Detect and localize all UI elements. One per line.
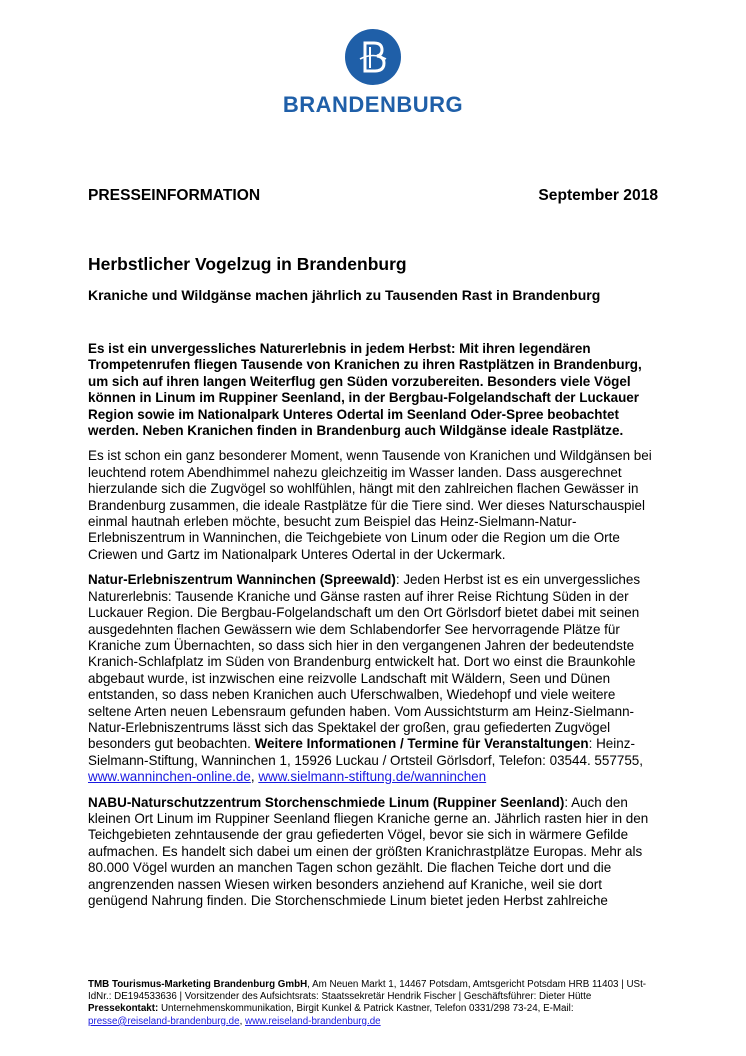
page-title: Herbstlicher Vogelzug in Brandenburg [88, 254, 407, 274]
footer-company: TMB Tourismus-Marketing Brandenburg GmbH [88, 979, 308, 990]
press-date: September 2018 [538, 187, 658, 204]
section-linum [88, 795, 658, 910]
section-text: : Jeden Herbst ist es ein unvergessliches Naturerlebnis: Tausende Kraniche und Gänse rasten auf ihrer Reise Richtung Süden in der Luckauer Region. Die Bergbau-Folgelandschaft um den Ort Görlsdorf bietet dabei mit seinen ausgedehnten flachen Gewässern wie dem Schlabendorfer See hervorragende Plätze für Kraniche zum Übernachten, so dass sich hier in den vergangenen Jahren der bedeutendste Kranich-Schlafplatz im Süden von Brandenburg entwickelt hat. Dort wo einst die Braunkohle abgebaut wurde, ist inzwischen eine reizvolle Landschaft mit Wäldern, Seen und Dünen entstanden, so dass neben Kranichen auch Uferschwalben, Wiedehopf und viele weitere seltene Arten neuen Lebensraum gefunden haben. Vom Aussichtsturm am Heinz-Sielmann-Natur-Erlebniszentrums lässt sich das Spektakel der großen, grau gefiederten Zugvögel besonders gut beobachten. [88, 572, 641, 752]
footer-contact-text: Unternehmenskommunikation, Birgit Kunkel & Patrick Kastner, Telefon 0331/298 73-24, E-Mail: [158, 1003, 574, 1015]
info-text: : Heinz-Sielmann-Stiftung, Wanninchen 1, 15926 Luckau / Ortsteil Görlsdorf, Telefon: 03544. 557755, [88, 736, 644, 768]
footer-email-link[interactable]: presse@reiseland-brandenburg.de [88, 1015, 240, 1027]
footer [88, 979, 658, 1028]
article-body [88, 341, 658, 918]
sielmann-link[interactable]: www.sielmann-stiftung.de/wanninchen [258, 769, 487, 785]
intro-paragraph: Es ist schon ein ganz besonderer Moment, wenn Tausende von Kranichen und Wildgänsen bei leuchtend rotem Abendhimmel nahezu gleichzeitig im Wasser landen. Dass ausgerechnet hierzulande sich die Zugvögel so wohlfühlen, hängt mit den zahlreichen flachen Gewässer in Brandenburg zusammen, die ideale Rastplätze für die Tiere sind. Wer dieses Naturschauspiel einmal hautnah erleben möchte, besucht zum Beispiel das Heinz-Sielmann-Natur-Erlebniszentrum in Wanninchen, die Teichgebiete von Linum oder die Region um die Orte Criewen und Gartz im Nationalpark Unteres Odertal in der Uckermark. [88, 448, 652, 562]
page-subtitle: Kraniche und Wildgänse machen jährlich zu Tausenden Rast in Brandenburg [88, 287, 601, 303]
wanninchen-link[interactable]: www.wanninchen-online.de [88, 769, 251, 785]
section-heading: NABU-Naturschutzzentrum Storchenschmiede Linum (Ruppiner Seenland) [88, 794, 565, 810]
press-label: PRESSEINFORMATION [88, 187, 261, 204]
logo-wordmark: BRANDENBURG [282, 92, 464, 117]
lead-paragraph: Es ist ein unvergessliches Naturerlebnis in jedem Herbst: Mit ihren legendären Trompetenrufen fliegen Tausende von Kranichen zu ihren Rastplätzen in Brandenburg, um sich auf ihren langen Weiterflug gen Süden vorzubereiten. Besonders viele Vögel können in Linum im Ruppiner Seenland, in der Bergbau-Folgelandschaft der Luckauer Region sowie im Nationalpark Unteres Odertal im Seenland Oder-Spree beobachtet werden. Neben Kranichen finden in Brandenburg auch Wildgänse ideale Rastplätze. [88, 341, 642, 439]
section-text: : Auch den kleinen Ort Linum im Ruppiner Seenland fliegen Kraniche gerne an. Jährlich rasten hier in den Teichgebieten zehntausende der grau gefiederten Vögel, bevor sie sich in wärmere Gefilde aufmachen. Es handelt sich dabei um einen der größten Kranichrastplätze Europas. Mehr als 80.000 Vögel wurden an manchen Tagen schon gezählt. Die flachen Teiche dort und die angrenzenden nassen Wiesen wirken besonders anziehend auf Kraniche, weil sie dort genügend Nahrung finden. Die Storchenschmiede Linum bietet jeden Herbst zahlreiche [88, 794, 649, 908]
footer-contact-label: Pressekontakt: [88, 1003, 159, 1015]
footer-separator: , [239, 1015, 246, 1027]
footer-address: , Am Neuen Markt 1, 14467 Potsdam, Amtsgericht Potsdam HRB 11403 | USt-IdNr.: DE194533636 | Vorsitzender des Aufsichtsrats: Staatssekretär Hendrik Fischer | Geschäftsführer: Dieter Hütte [88, 979, 647, 1003]
brandenburg-b-emblem-icon [344, 28, 402, 86]
brand-logo [0, 28, 746, 118]
info-label: Weitere Informationen / Termine für Veranstaltungen [254, 736, 589, 752]
press-header [88, 187, 658, 205]
section-heading: Natur-Erlebniszentrum Wanninchen (Spreewald) [88, 572, 396, 588]
link-separator: , [250, 769, 259, 785]
section-wanninchen [88, 572, 658, 785]
footer-website-link[interactable]: www.reiseland-brandenburg.de [245, 1015, 381, 1027]
